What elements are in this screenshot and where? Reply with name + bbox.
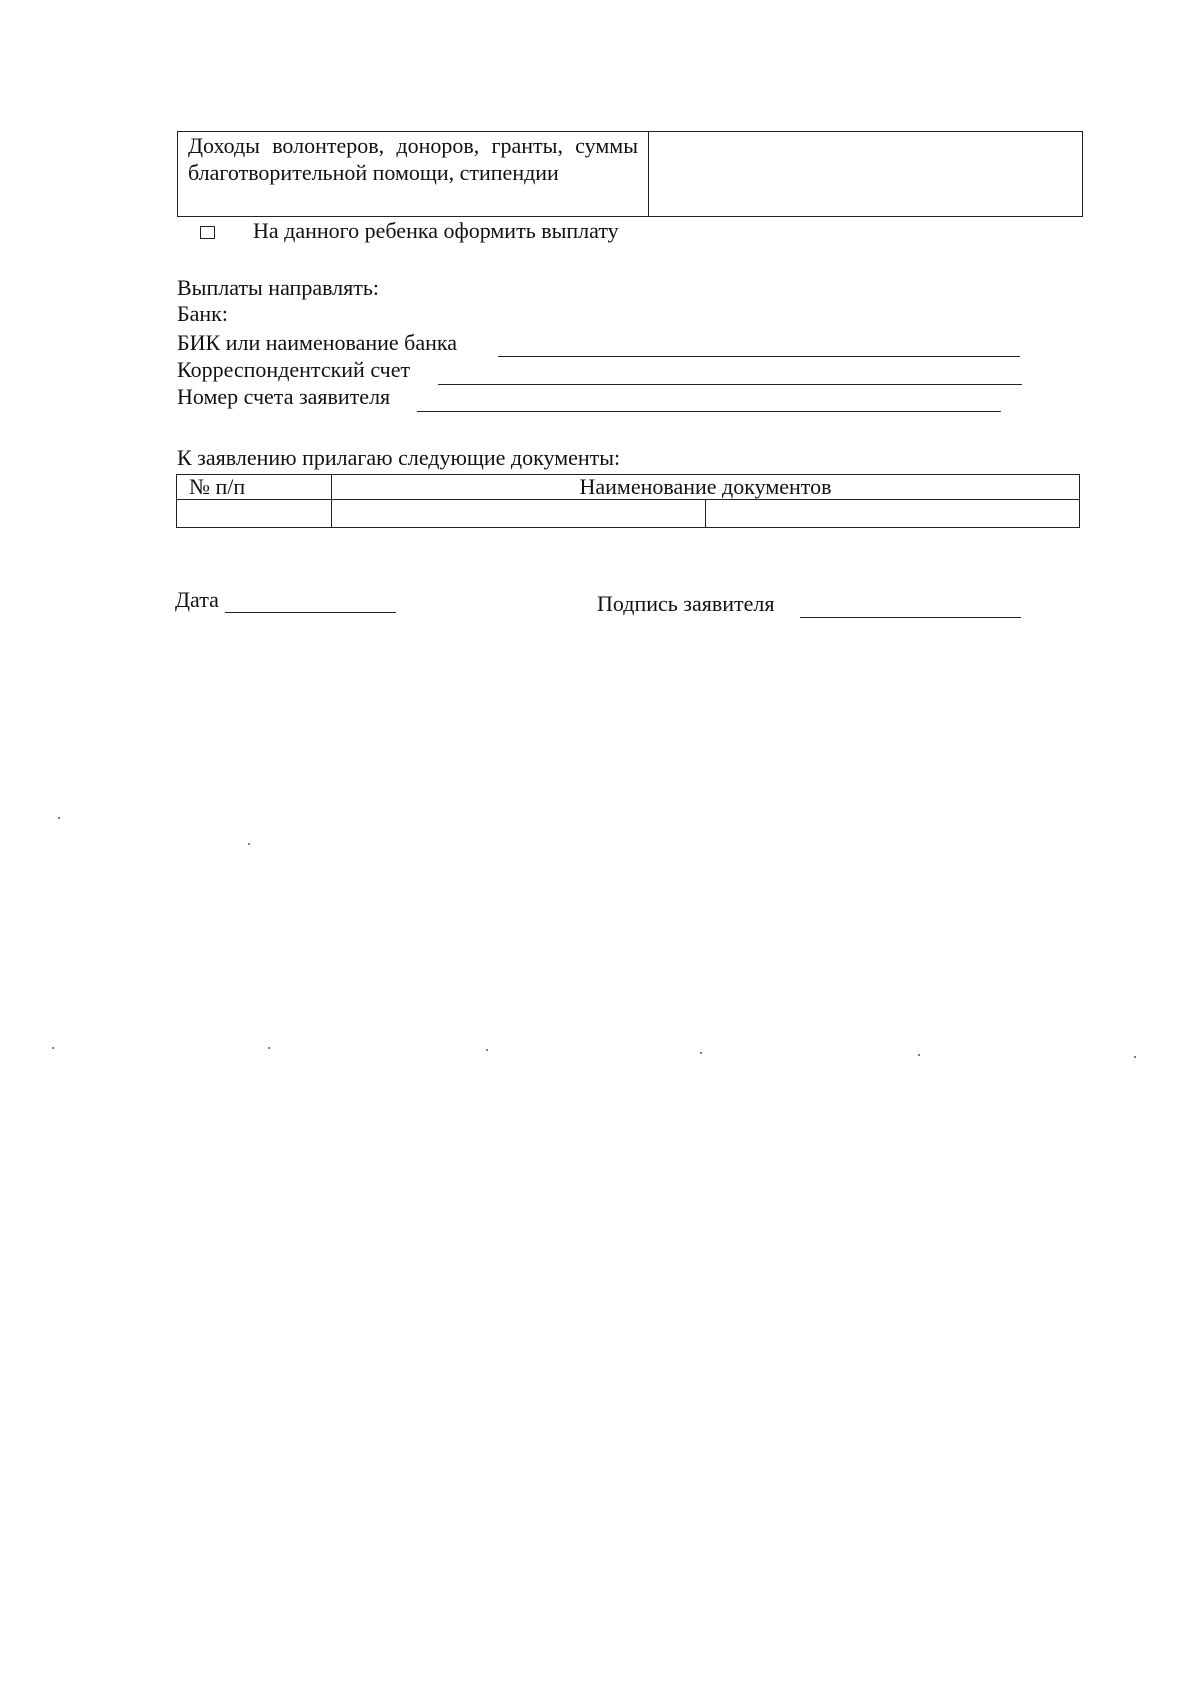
date-label: Дата: [175, 587, 219, 612]
document-name-input[interactable]: [332, 500, 705, 527]
scan-speck: [248, 843, 250, 845]
scan-speck: [52, 1047, 54, 1049]
documents-table: [176, 474, 1080, 528]
documents-heading: К заявлению прилагаю следующие документы:: [177, 445, 621, 470]
income-label: Доходы волонтеров, доноров, гранты, суммы благотворительной помощи, стипендии: [188, 133, 638, 185]
payment-checkbox[interactable]: [200, 226, 215, 239]
bik-label: БИК или наименование банка: [177, 330, 458, 355]
scan-speck: [58, 817, 60, 819]
document-name-cell: [332, 500, 1080, 528]
document-number-cell[interactable]: [177, 500, 332, 528]
document-extra-cell[interactable]: [705, 500, 1079, 527]
column-header-number: № п/п: [177, 475, 332, 500]
table-header-row: [177, 475, 1080, 500]
scan-speck: [918, 1054, 920, 1056]
bank-label: Банк:: [177, 301, 228, 326]
column-header-name: Наименование документов: [332, 475, 1080, 500]
signature-label: Подпись заявителя: [597, 591, 775, 616]
corr-account-label: Корреспондентский счет: [177, 357, 411, 382]
payment-checkbox-row: [200, 218, 619, 244]
scan-speck: [268, 1047, 270, 1049]
account-number-label: Номер счета заявителя: [177, 384, 391, 409]
account-number-field[interactable]: [417, 411, 1001, 412]
payment-checkbox-label: На данного ребенка оформить выплату: [253, 218, 619, 243]
income-label-cell: [178, 132, 649, 217]
scan-speck: [700, 1052, 702, 1054]
signature-field[interactable]: [800, 617, 1021, 618]
date-field[interactable]: [225, 612, 396, 613]
income-value-cell[interactable]: [649, 132, 1083, 217]
corr-account-field[interactable]: [438, 384, 1022, 385]
scan-speck: [1134, 1056, 1136, 1058]
payment-heading: Выплаты направлять:: [177, 275, 380, 300]
scan-speck: [486, 1049, 488, 1051]
income-table: [177, 131, 1083, 217]
table-row: [177, 500, 1080, 528]
bik-field[interactable]: [498, 356, 1020, 357]
table-row: [178, 132, 1083, 217]
